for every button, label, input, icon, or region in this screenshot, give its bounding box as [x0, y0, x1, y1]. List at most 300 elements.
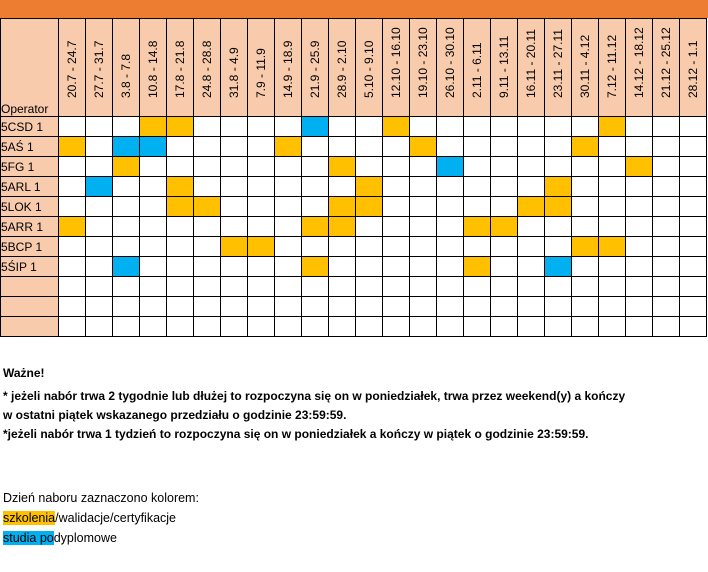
- schedule-cell: [572, 117, 599, 137]
- schedule-cell: [383, 217, 410, 237]
- schedule-cell: [491, 277, 518, 297]
- table-row: [1, 197, 707, 217]
- date-header-cell: [167, 19, 194, 117]
- schedule-cell: [545, 317, 572, 337]
- operator-cell: 5CSD 1: [1, 117, 59, 137]
- schedule-cell: [653, 317, 680, 337]
- schedule-cell: [167, 217, 194, 237]
- operator-cell: 5FG 1: [1, 157, 59, 177]
- schedule-cell: [86, 157, 113, 177]
- top-header-bar: [0, 0, 708, 18]
- date-header-label: 7.12 - 11.12: [605, 34, 619, 98]
- schedule-cell: [518, 317, 545, 337]
- schedule-cell: [518, 137, 545, 157]
- schedule-cell: [167, 277, 194, 297]
- date-header-label: 30.11 - 4.12: [578, 34, 592, 98]
- schedule-cell: [626, 117, 653, 137]
- notes-line-1: * jeżeli nabór trwa 2 tygodnie lub dłużej to rozpoczyna się on w poniedziałek, trwa przez weekend(y) a kończy: [3, 389, 626, 403]
- legend-blue-highlight: studia po: [3, 531, 54, 545]
- legend-orange-highlight: szkolenia: [3, 511, 56, 525]
- schedule-cell: [599, 277, 626, 297]
- schedule-cell: [86, 217, 113, 237]
- schedule-cell: [653, 277, 680, 297]
- schedule-cell: [356, 137, 383, 157]
- schedule-cell: [491, 137, 518, 157]
- schedule-cell: [680, 137, 707, 157]
- schedule-cell: [437, 317, 464, 337]
- schedule-cell: [302, 197, 329, 217]
- schedule-cell: [86, 257, 113, 277]
- schedule-cell: [464, 177, 491, 197]
- schedule-cell: [599, 257, 626, 277]
- schedule-cell: [626, 197, 653, 217]
- schedule-cell-training: [167, 177, 194, 197]
- legend-orange-text: /walidacje/certyfikacje: [55, 511, 177, 525]
- schedule-cell: [59, 277, 86, 297]
- schedule-cell: [626, 257, 653, 277]
- schedule-cell: [437, 237, 464, 257]
- date-header-label: 23.11 - 27.11: [551, 29, 565, 98]
- schedule-cell: [194, 157, 221, 177]
- schedule-cell: [410, 257, 437, 277]
- schedule-cell-training: [59, 217, 86, 237]
- date-header-label: 20.7 - 24.7: [65, 40, 79, 98]
- schedule-cell: [680, 237, 707, 257]
- schedule-cell: [464, 297, 491, 317]
- schedule-cell: [653, 157, 680, 177]
- schedule-cell-training: [626, 157, 653, 177]
- schedule-cell: [140, 157, 167, 177]
- schedule-cell: [572, 297, 599, 317]
- schedule-cell: [302, 317, 329, 337]
- schedule-cell-training: [545, 197, 572, 217]
- schedule-cell: [302, 277, 329, 297]
- schedule-cell: [248, 177, 275, 197]
- schedule-cell: [140, 237, 167, 257]
- operator-cell: 5AŚ 1: [1, 137, 59, 157]
- schedule-cell: [59, 117, 86, 137]
- schedule-cell: [680, 257, 707, 277]
- schedule-cell: [491, 117, 518, 137]
- schedule-cell: [464, 157, 491, 177]
- schedule-cell: [275, 117, 302, 137]
- schedule-cell-postgrad: [86, 177, 113, 197]
- schedule-cell: [194, 177, 221, 197]
- schedule-cell: [275, 237, 302, 257]
- schedule-cell: [167, 237, 194, 257]
- date-header-label: 14.9 - 18.9: [281, 40, 295, 98]
- schedule-cell: [680, 177, 707, 197]
- schedule-cell: [167, 157, 194, 177]
- schedule-cell-training: [302, 217, 329, 237]
- schedule-cell: [653, 217, 680, 237]
- date-header-cell: [86, 19, 113, 117]
- schedule-cell: [329, 277, 356, 297]
- schedule-body: [1, 117, 707, 337]
- schedule-cell: [599, 217, 626, 237]
- legend-blue-entry: [3, 528, 199, 548]
- date-header-cell: [248, 19, 275, 117]
- schedule-cell: [383, 257, 410, 277]
- schedule-cell: [302, 237, 329, 257]
- schedule-cell: [410, 297, 437, 317]
- schedule-cell: [518, 217, 545, 237]
- table-row: [1, 157, 707, 177]
- schedule-cell: [653, 257, 680, 277]
- schedule-cell: [572, 177, 599, 197]
- schedule-cell: [572, 197, 599, 217]
- date-header-cell: [410, 19, 437, 117]
- schedule-cell-training: [167, 117, 194, 137]
- schedule-cell: [626, 277, 653, 297]
- schedule-cell-training: [113, 157, 140, 177]
- date-header-cell: [140, 19, 167, 117]
- schedule-cell: [329, 297, 356, 317]
- date-header-cell: [491, 19, 518, 117]
- operator-cell: 5BCP 1: [1, 237, 59, 257]
- schedule-cell: [572, 277, 599, 297]
- operator-cell: [1, 317, 59, 337]
- schedule-cell: [113, 297, 140, 317]
- schedule-cell-training: [194, 197, 221, 217]
- schedule-cell: [383, 237, 410, 257]
- schedule-cell-training: [599, 117, 626, 137]
- date-header-label: 10.8 - 14.8: [146, 40, 160, 98]
- schedule-cell-training: [275, 137, 302, 157]
- date-header-label: 12.10 - 16.10: [389, 27, 403, 98]
- schedule-cell: [464, 197, 491, 217]
- schedule-cell: [221, 177, 248, 197]
- schedule-cell: [680, 117, 707, 137]
- schedule-cell: [545, 157, 572, 177]
- schedule-cell: [329, 137, 356, 157]
- schedule-cell-training: [221, 237, 248, 257]
- schedule-cell: [248, 297, 275, 317]
- date-header-label: 9.11 - 13.11: [497, 35, 511, 98]
- schedule-cell: [437, 297, 464, 317]
- date-header-cell: [545, 19, 572, 117]
- notes-line-2: w ostatni piątek wskazanego przedziału o godzinie 23:59:59.: [3, 408, 347, 422]
- schedule-cell-training: [302, 257, 329, 277]
- schedule-cell: [626, 217, 653, 237]
- schedule-cell: [491, 157, 518, 177]
- schedule-cell: [410, 217, 437, 237]
- schedule-cell: [680, 277, 707, 297]
- schedule-cell: [140, 257, 167, 277]
- schedule-cell-training: [356, 177, 383, 197]
- schedule-cell: [59, 197, 86, 217]
- table-row: [1, 297, 707, 317]
- schedule-cell-training: [356, 197, 383, 217]
- schedule-cell: [491, 197, 518, 217]
- schedule-cell: [356, 117, 383, 137]
- operator-cell: [1, 297, 59, 317]
- notes-line-3: *jeżeli nabór trwa 1 tydzień to rozpoczyna się on w poniedziałek a kończy w piątek o godzinie 23:59:59.: [3, 427, 589, 441]
- schedule-cell: [167, 257, 194, 277]
- schedule-cell: [599, 137, 626, 157]
- schedule-cell: [545, 297, 572, 317]
- schedule-cell: [194, 257, 221, 277]
- schedule-cell-training: [599, 237, 626, 257]
- schedule-cell: [356, 317, 383, 337]
- date-header-label: 26.10 - 30.10: [443, 27, 457, 98]
- schedule-cell: [599, 157, 626, 177]
- schedule-cell: [518, 277, 545, 297]
- legend-intro: Dzień naboru zaznaczono kolorem:: [3, 491, 199, 505]
- schedule-cell: [248, 257, 275, 277]
- schedule-cell: [572, 217, 599, 237]
- schedule-cell: [410, 237, 437, 257]
- schedule-cell: [248, 217, 275, 237]
- schedule-cell: [329, 317, 356, 337]
- schedule-cell: [680, 157, 707, 177]
- date-header-cell: [221, 19, 248, 117]
- schedule-cell: [653, 177, 680, 197]
- schedule-cell: [275, 217, 302, 237]
- schedule-cell: [653, 117, 680, 137]
- schedule-cell: [437, 197, 464, 217]
- schedule-cell: [221, 297, 248, 317]
- schedule-cell: [194, 137, 221, 157]
- schedule-cell: [680, 217, 707, 237]
- schedule-cell: [626, 317, 653, 337]
- schedule-cell: [59, 157, 86, 177]
- date-header-cell: [599, 19, 626, 117]
- schedule-cell: [86, 197, 113, 217]
- schedule-cell-postgrad: [437, 157, 464, 177]
- schedule-cell: [464, 137, 491, 157]
- schedule-cell: [545, 237, 572, 257]
- date-header-cell: [113, 19, 140, 117]
- date-header-label: 28.9 - 2.10: [335, 40, 349, 98]
- schedule-cell: [599, 317, 626, 337]
- schedule-cell: [464, 117, 491, 137]
- schedule-cell: [194, 117, 221, 137]
- schedule-cell: [86, 237, 113, 257]
- schedule-cell: [275, 317, 302, 337]
- schedule-cell-training: [248, 237, 275, 257]
- schedule-cell: [140, 317, 167, 337]
- schedule-cell: [59, 237, 86, 257]
- schedule-cell: [221, 217, 248, 237]
- schedule-cell: [59, 177, 86, 197]
- date-header-cell: [680, 19, 707, 117]
- schedule-cell: [626, 137, 653, 157]
- schedule-cell: [167, 297, 194, 317]
- schedule-cell-training: [464, 217, 491, 237]
- schedule-cell: [59, 317, 86, 337]
- date-header-label: 2.11 - 6.11: [470, 42, 484, 98]
- schedule-cell: [194, 297, 221, 317]
- date-header-cell: [653, 19, 680, 117]
- schedule-cell: [518, 237, 545, 257]
- schedule-cell: [518, 177, 545, 197]
- schedule-cell: [248, 117, 275, 137]
- schedule-cell: [491, 317, 518, 337]
- schedule-cell: [221, 197, 248, 217]
- table-row: [1, 117, 707, 137]
- schedule-cell: [410, 177, 437, 197]
- schedule-cell: [545, 277, 572, 297]
- notes-section: [3, 364, 703, 444]
- schedule-cell: [302, 157, 329, 177]
- schedule-cell: [356, 277, 383, 297]
- schedule-cell: [383, 297, 410, 317]
- schedule-cell: [626, 177, 653, 197]
- schedule-cell: [221, 157, 248, 177]
- schedule-cell: [383, 137, 410, 157]
- date-header-label: 16.11 - 20.11: [524, 29, 538, 98]
- schedule-cell: [356, 237, 383, 257]
- schedule-cell: [275, 177, 302, 197]
- schedule-cell: [248, 277, 275, 297]
- table-row: [1, 317, 707, 337]
- table-row: [1, 277, 707, 297]
- table-row: [1, 177, 707, 197]
- schedule-cell: [167, 137, 194, 157]
- schedule-cell: [491, 257, 518, 277]
- date-header-label: 3.8 - 7.8: [119, 53, 133, 98]
- schedule-cell: [194, 317, 221, 337]
- schedule-cell-training: [491, 217, 518, 237]
- schedule-cell: [518, 297, 545, 317]
- schedule-cell-training: [329, 197, 356, 217]
- legend-orange-entry: [3, 508, 199, 528]
- schedule-cell: [113, 197, 140, 217]
- schedule-cell: [275, 197, 302, 217]
- schedule-cell: [194, 217, 221, 237]
- schedule-cell: [410, 277, 437, 297]
- date-header-cell: [275, 19, 302, 117]
- date-header-cell: [329, 19, 356, 117]
- schedule-cell: [653, 237, 680, 257]
- schedule-cell: [545, 217, 572, 237]
- schedule-cell: [221, 277, 248, 297]
- schedule-cell: [491, 297, 518, 317]
- schedule-cell: [113, 237, 140, 257]
- date-header-label: 28.12 - 1.1: [686, 40, 700, 98]
- table-row: [1, 257, 707, 277]
- schedule-cell: [491, 237, 518, 257]
- schedule-cell: [464, 317, 491, 337]
- date-header-label: 17.8 - 21.8: [173, 40, 187, 98]
- schedule-cell: [86, 277, 113, 297]
- schedule-cell: [140, 217, 167, 237]
- date-header-cell: [302, 19, 329, 117]
- schedule-cell: [302, 177, 329, 197]
- schedule-cell: [86, 117, 113, 137]
- schedule-cell: [140, 197, 167, 217]
- date-header-label: 21.9 - 25.9: [308, 40, 322, 98]
- schedule-cell-training: [329, 157, 356, 177]
- schedule-cell: [572, 317, 599, 337]
- schedule-cell: [86, 297, 113, 317]
- operator-cell: 5ARR 1: [1, 217, 59, 237]
- date-header-label: 19.10 - 23.10: [416, 27, 430, 98]
- schedule-cell: [113, 317, 140, 337]
- schedule-cell: [680, 297, 707, 317]
- date-header-cell: [518, 19, 545, 117]
- date-header-cell: [626, 19, 653, 117]
- schedule-cell: [248, 317, 275, 337]
- schedule-cell: [59, 297, 86, 317]
- date-header-label: 27.7 - 31.7: [92, 40, 106, 98]
- schedule-cell: [383, 277, 410, 297]
- schedule-cell: [329, 237, 356, 257]
- schedule-cell: [248, 197, 275, 217]
- schedule-cell: [437, 217, 464, 237]
- schedule-cell-postgrad: [113, 257, 140, 277]
- schedule-cell-training: [572, 137, 599, 157]
- schedule-cell: [410, 157, 437, 177]
- schedule-cell: [572, 157, 599, 177]
- date-header-cell: [194, 19, 221, 117]
- schedule-cell-training: [140, 117, 167, 137]
- date-header-label: 14.12 - 18.12: [632, 27, 646, 98]
- date-header-cell: [383, 19, 410, 117]
- schedule-cell: [275, 257, 302, 277]
- schedule-cell: [356, 257, 383, 277]
- schedule-cell: [329, 257, 356, 277]
- schedule-cell: [410, 117, 437, 137]
- notes-title: Ważne!: [3, 366, 45, 380]
- operator-cell: 5ŚIP 1: [1, 257, 59, 277]
- operator-cell: 5ARL 1: [1, 177, 59, 197]
- schedule-cell: [680, 317, 707, 337]
- schedule-cell: [545, 137, 572, 157]
- schedule-cell: [221, 317, 248, 337]
- date-header-label: 31.8 - 4.9: [227, 47, 241, 98]
- schedule-cell: [140, 277, 167, 297]
- schedule-cell: [626, 237, 653, 257]
- legend-blue-text: dyplomowe: [53, 531, 117, 545]
- schedule-cell: [275, 277, 302, 297]
- schedule-cell-postgrad: [302, 117, 329, 137]
- schedule-cell: [194, 237, 221, 257]
- schedule-cell: [437, 117, 464, 137]
- schedule-cell: [383, 317, 410, 337]
- schedule-cell-training: [518, 197, 545, 217]
- schedule-cell-training: [410, 137, 437, 157]
- schedule-cell: [410, 197, 437, 217]
- schedule-cell: [248, 137, 275, 157]
- schedule-cell: [140, 177, 167, 197]
- date-header-cell: [464, 19, 491, 117]
- schedule-cell: [356, 157, 383, 177]
- schedule-cell: [464, 237, 491, 257]
- schedule-cell-training: [167, 197, 194, 217]
- schedule-cell: [221, 137, 248, 157]
- schedule-cell: [221, 117, 248, 137]
- schedule-cell: [113, 277, 140, 297]
- date-header-label: 7.9 - 11.9: [254, 48, 268, 98]
- schedule-cell: [410, 317, 437, 337]
- schedule-cell: [167, 317, 194, 337]
- schedule-cell-postgrad: [113, 137, 140, 157]
- schedule-cell: [302, 297, 329, 317]
- table-row: [1, 137, 707, 157]
- schedule-cell-training: [383, 117, 410, 137]
- schedule-cell: [491, 177, 518, 197]
- date-header-row: [1, 19, 707, 117]
- schedule-cell: [113, 177, 140, 197]
- schedule-cell: [329, 117, 356, 137]
- schedule-cell-training: [464, 257, 491, 277]
- table-row: [1, 237, 707, 257]
- schedule-cell: [275, 157, 302, 177]
- schedule-cell: [599, 297, 626, 317]
- schedule-cell-postgrad: [545, 257, 572, 277]
